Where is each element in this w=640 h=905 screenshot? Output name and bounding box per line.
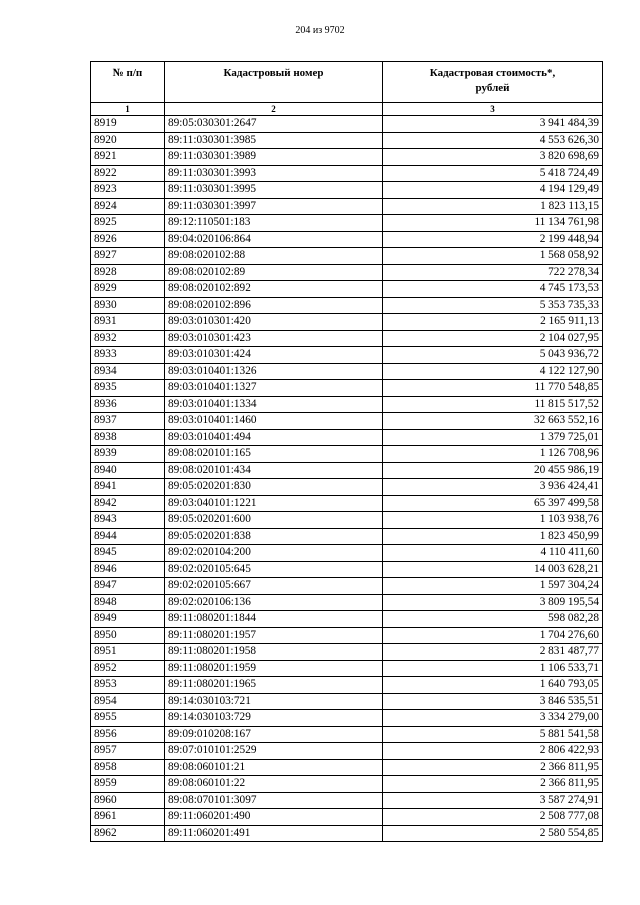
cadastral-number-cell: 89:09:010208:167 — [165, 726, 383, 743]
header-cadastral-number: Кадастровый номер — [165, 62, 383, 103]
cadastral-value-cell: 4 745 173,53 — [383, 281, 603, 298]
cadastral-number-cell: 89:03:010401:1334 — [165, 396, 383, 413]
cadastral-number-cell: 89:02:020105:645 — [165, 561, 383, 578]
cadastral-number-cell: 89:11:030301:3993 — [165, 165, 383, 182]
table-row — [91, 429, 603, 446]
table-row — [91, 512, 603, 529]
cadastral-number-cell: 89:08:070101:3097 — [165, 792, 383, 809]
table-row — [91, 726, 603, 743]
cadastral-value-cell: 32 663 552,16 — [383, 413, 603, 430]
cadastral-number-cell: 89:11:030301:3985 — [165, 132, 383, 149]
row-number-cell: 8926 — [91, 231, 165, 248]
page-number-header: 204 из 9702 — [295, 25, 345, 36]
cadastral-value-cell: 3 587 274,91 — [383, 792, 603, 809]
table-row — [91, 809, 603, 826]
cadastral-number-cell: 89:03:010301:420 — [165, 314, 383, 331]
row-number-cell: 8927 — [91, 248, 165, 265]
row-number-cell: 8940 — [91, 462, 165, 479]
column-index-row — [91, 103, 603, 116]
table-row — [91, 462, 603, 479]
row-number-cell: 8923 — [91, 182, 165, 199]
cadastral-number-cell: 89:03:010401:1326 — [165, 363, 383, 380]
table-row — [91, 825, 603, 842]
cadastral-value-cell: 3 936 424,41 — [383, 479, 603, 496]
table-row — [91, 182, 603, 199]
table-row — [91, 215, 603, 232]
table-row — [91, 545, 603, 562]
cadastral-number-cell: 89:08:020102:896 — [165, 297, 383, 314]
cadastral-value-cell: 2 580 554,85 — [383, 825, 603, 842]
cadastral-value-cell: 4 194 129,49 — [383, 182, 603, 199]
cadastral-value-cell: 2 806 422,93 — [383, 743, 603, 760]
row-number-cell: 8933 — [91, 347, 165, 364]
row-number-cell: 8950 — [91, 627, 165, 644]
row-number-cell: 8935 — [91, 380, 165, 397]
cadastral-value-cell: 1 704 276,60 — [383, 627, 603, 644]
cadastral-number-cell: 89:08:020102:88 — [165, 248, 383, 265]
cadastral-value-cell: 1 568 058,92 — [383, 248, 603, 265]
row-number-cell: 8952 — [91, 660, 165, 677]
cadastral-number-cell: 89:08:060101:22 — [165, 776, 383, 793]
cadastral-number-cell: 89:02:020104:200 — [165, 545, 383, 562]
table-row — [91, 330, 603, 347]
cadastral-number-cell: 89:11:030301:3995 — [165, 182, 383, 199]
table-row — [91, 116, 603, 133]
cadastral-value-cell: 5 353 735,33 — [383, 297, 603, 314]
cadastral-value-cell: 1 103 938,76 — [383, 512, 603, 529]
row-number-cell: 8951 — [91, 644, 165, 661]
cadastral-value-cell: 2 104 027,95 — [383, 330, 603, 347]
cadastral-value-cell: 3 820 698,69 — [383, 149, 603, 166]
cadastral-value-cell: 3 809 195,54 — [383, 594, 603, 611]
row-number-cell: 8930 — [91, 297, 165, 314]
row-number-cell: 8939 — [91, 446, 165, 463]
cadastral-value-cell: 1 106 533,71 — [383, 660, 603, 677]
row-number-cell: 8946 — [91, 561, 165, 578]
cadastral-number-cell: 89:11:080201:1957 — [165, 627, 383, 644]
table-row — [91, 198, 603, 215]
row-number-cell: 8945 — [91, 545, 165, 562]
cadastral-value-cell: 2 366 811,95 — [383, 759, 603, 776]
cadastral-number-cell: 89:12:110501:183 — [165, 215, 383, 232]
row-number-cell: 8937 — [91, 413, 165, 430]
cadastral-number-cell: 89:11:030301:3989 — [165, 149, 383, 166]
table-row — [91, 281, 603, 298]
row-number-cell: 8961 — [91, 809, 165, 826]
column-index-1: 1 — [91, 103, 165, 116]
table-row — [91, 759, 603, 776]
cadastral-value-cell: 1 379 725,01 — [383, 429, 603, 446]
row-number-cell: 8955 — [91, 710, 165, 727]
cadastral-number-cell: 89:08:020102:892 — [165, 281, 383, 298]
table-row — [91, 660, 603, 677]
table-row — [91, 363, 603, 380]
row-number-cell: 8924 — [91, 198, 165, 215]
cadastral-number-cell: 89:11:080201:1965 — [165, 677, 383, 694]
cadastral-value-cell: 4 110 411,60 — [383, 545, 603, 562]
row-number-cell: 8962 — [91, 825, 165, 842]
row-number-cell: 8921 — [91, 149, 165, 166]
row-number-cell: 8949 — [91, 611, 165, 628]
cadastral-value-cell: 2 508 777,08 — [383, 809, 603, 826]
header-cadastral-value-line1: Кадастровая стоимость*, — [429, 67, 556, 79]
row-number-cell: 8919 — [91, 116, 165, 133]
row-number-cell: 8941 — [91, 479, 165, 496]
column-index-3: 3 — [383, 103, 603, 116]
cadastral-number-cell: 89:11:060201:491 — [165, 825, 383, 842]
row-number-cell: 8958 — [91, 759, 165, 776]
cadastral-value-cell: 2 165 911,13 — [383, 314, 603, 331]
row-number-cell: 8959 — [91, 776, 165, 793]
cadastral-number-cell: 89:08:060101:21 — [165, 759, 383, 776]
table-row — [91, 792, 603, 809]
cadastral-value-cell: 14 003 628,21 — [383, 561, 603, 578]
cadastral-number-cell: 89:08:020101:165 — [165, 446, 383, 463]
cadastral-value-cell: 2 199 448,94 — [383, 231, 603, 248]
table-row — [91, 314, 603, 331]
row-number-cell: 8953 — [91, 677, 165, 694]
table-row — [91, 677, 603, 694]
table-row — [91, 561, 603, 578]
row-number-cell: 8944 — [91, 528, 165, 545]
table-row — [91, 248, 603, 265]
row-number-cell: 8929 — [91, 281, 165, 298]
table-row — [91, 347, 603, 364]
cadastral-number-cell: 89:02:020106:136 — [165, 594, 383, 611]
cadastral-number-cell: 89:11:080201:1958 — [165, 644, 383, 661]
cadastral-number-cell: 89:03:010301:424 — [165, 347, 383, 364]
table-row — [91, 495, 603, 512]
table-row — [91, 231, 603, 248]
row-number-cell: 8925 — [91, 215, 165, 232]
cadastral-value-cell: 1 640 793,05 — [383, 677, 603, 694]
header-cadastral-value-line2: рублей — [475, 82, 510, 94]
cadastral-value-cell: 5 881 541,58 — [383, 726, 603, 743]
row-number-cell: 8954 — [91, 693, 165, 710]
cadastral-number-cell: 89:08:020101:434 — [165, 462, 383, 479]
row-number-cell: 8931 — [91, 314, 165, 331]
row-number-cell: 8934 — [91, 363, 165, 380]
cadastral-number-cell: 89:11:060201:490 — [165, 809, 383, 826]
cadastral-number-cell: 89:11:030301:3997 — [165, 198, 383, 215]
cadastral-number-cell: 89:14:030103:721 — [165, 693, 383, 710]
row-number-cell: 8928 — [91, 264, 165, 281]
table-row — [91, 594, 603, 611]
cadastral-value-cell: 2 366 811,95 — [383, 776, 603, 793]
table-row — [91, 710, 603, 727]
cadastral-value-cell: 11 815 517,52 — [383, 396, 603, 413]
cadastral-number-cell: 89:02:020105:667 — [165, 578, 383, 595]
table-row — [91, 776, 603, 793]
cadastral-value-table — [90, 61, 603, 842]
cadastral-value-cell: 2 831 487,77 — [383, 644, 603, 661]
cadastral-number-cell: 89:03:040101:1221 — [165, 495, 383, 512]
cadastral-number-cell: 89:11:080201:1959 — [165, 660, 383, 677]
table-row — [91, 297, 603, 314]
table-row — [91, 396, 603, 413]
row-number-cell: 8932 — [91, 330, 165, 347]
cadastral-value-cell: 598 082,28 — [383, 611, 603, 628]
cadastral-number-cell: 89:03:010401:494 — [165, 429, 383, 446]
table-row — [91, 165, 603, 182]
cadastral-value-cell: 20 455 986,19 — [383, 462, 603, 479]
table-row — [91, 528, 603, 545]
cadastral-value-cell: 3 846 535,51 — [383, 693, 603, 710]
cadastral-value-cell: 1 823 450,99 — [383, 528, 603, 545]
row-number-cell: 8922 — [91, 165, 165, 182]
row-number-cell: 8920 — [91, 132, 165, 149]
row-number-cell: 8957 — [91, 743, 165, 760]
row-number-cell: 8947 — [91, 578, 165, 595]
cadastral-value-cell: 5 043 936,72 — [383, 347, 603, 364]
table-row — [91, 578, 603, 595]
table-row — [91, 446, 603, 463]
cadastral-value-cell: 3 334 279,00 — [383, 710, 603, 727]
cadastral-number-cell: 89:11:080201:1844 — [165, 611, 383, 628]
table-row — [91, 627, 603, 644]
table-row — [91, 611, 603, 628]
table-row — [91, 380, 603, 397]
cadastral-number-cell: 89:05:020201:838 — [165, 528, 383, 545]
cadastral-value-cell: 65 397 499,58 — [383, 495, 603, 512]
row-number-cell: 8938 — [91, 429, 165, 446]
cadastral-value-cell: 1 823 113,15 — [383, 198, 603, 215]
cadastral-value-cell: 4 122 127,90 — [383, 363, 603, 380]
cadastral-number-cell: 89:03:010301:423 — [165, 330, 383, 347]
cadastral-number-cell: 89:05:030301:2647 — [165, 116, 383, 133]
cadastral-number-cell: 89:08:020102:89 — [165, 264, 383, 281]
table-row — [91, 264, 603, 281]
header-row-number: № п/п — [91, 62, 165, 103]
row-number-cell: 8943 — [91, 512, 165, 529]
row-number-cell: 8948 — [91, 594, 165, 611]
cadastral-value-cell: 11 134 761,98 — [383, 215, 603, 232]
cadastral-number-cell: 89:03:010401:1327 — [165, 380, 383, 397]
table-row — [91, 693, 603, 710]
table-row — [91, 644, 603, 661]
cadastral-number-cell: 89:03:010401:1460 — [165, 413, 383, 430]
table-header-row — [91, 62, 603, 103]
table-row — [91, 479, 603, 496]
cadastral-number-cell: 89:04:020106:864 — [165, 231, 383, 248]
cadastral-value-cell: 11 770 548,85 — [383, 380, 603, 397]
cadastral-number-cell: 89:07:010101:2529 — [165, 743, 383, 760]
cadastral-value-cell: 1 126 708,96 — [383, 446, 603, 463]
cadastral-value-cell: 5 418 724,49 — [383, 165, 603, 182]
cadastral-value-cell: 3 941 484,39 — [383, 116, 603, 133]
column-index-2: 2 — [165, 103, 383, 116]
row-number-cell: 8942 — [91, 495, 165, 512]
cadastral-value-cell: 1 597 304,24 — [383, 578, 603, 595]
cadastral-value-cell: 4 553 626,30 — [383, 132, 603, 149]
cadastral-number-cell: 89:14:030103:729 — [165, 710, 383, 727]
table-row — [91, 132, 603, 149]
row-number-cell: 8960 — [91, 792, 165, 809]
header-cadastral-value — [383, 62, 603, 103]
cadastral-number-cell: 89:05:020201:830 — [165, 479, 383, 496]
row-number-cell: 8956 — [91, 726, 165, 743]
cadastral-value-cell: 722 278,34 — [383, 264, 603, 281]
row-number-cell: 8936 — [91, 396, 165, 413]
table-row — [91, 743, 603, 760]
cadastral-number-cell: 89:05:020201:600 — [165, 512, 383, 529]
table-row — [91, 149, 603, 166]
table-row — [91, 413, 603, 430]
